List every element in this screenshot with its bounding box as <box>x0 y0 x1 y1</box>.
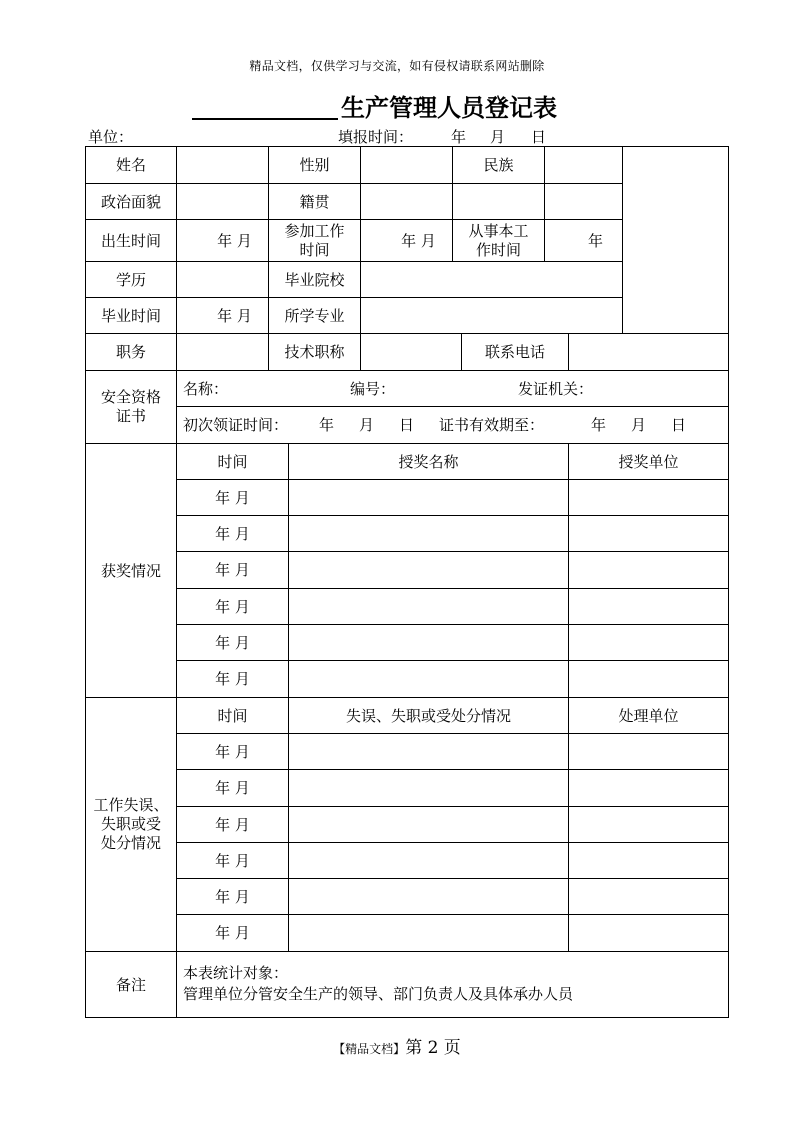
native-place-input-1[interactable] <box>361 184 452 219</box>
cert-issuer-label: 发证机关： <box>518 379 594 398</box>
name-input[interactable] <box>177 147 268 183</box>
current-work-input[interactable]: 年 <box>587 231 603 250</box>
political-input[interactable] <box>177 184 268 219</box>
faults-row-time[interactable]: 年 月 <box>215 815 250 834</box>
gender-input[interactable] <box>361 147 452 183</box>
footer-page-number: 第 2 页 <box>405 1038 461 1058</box>
education-input[interactable] <box>177 262 268 297</box>
faults-row-time[interactable]: 年 月 <box>215 742 250 761</box>
grad-time-input[interactable]: 年 月 <box>217 306 252 325</box>
school-input[interactable] <box>361 262 622 297</box>
awards-col-name: 授奖名称 <box>398 452 459 471</box>
cert-first-issue-label: 初次领证时间： <box>183 416 289 434</box>
faults-col-desc: 失误、失职或受处分情况 <box>345 706 511 725</box>
cert-label: 安全资格 证书 <box>100 388 161 425</box>
fill-time-label: 填报时间： <box>338 128 414 146</box>
major-label: 所学专业 <box>284 306 345 325</box>
page-title: 生产管理人员登记表 <box>341 93 557 122</box>
remarks-line-1: 本表统计对象： <box>183 964 289 982</box>
faults-row-time[interactable]: 年 月 <box>215 779 250 797</box>
name-label: 姓名 <box>115 156 146 174</box>
major-input[interactable] <box>361 298 622 333</box>
native-place-input-2[interactable] <box>453 184 544 219</box>
cert-first-month: 月 <box>359 416 375 434</box>
remarks-line-2: 管理单位分管安全生产的领导、部门负责人及具体承办人员 <box>183 985 574 1003</box>
native-place-label: 籍贯 <box>299 192 330 211</box>
awards-row-time[interactable]: 年 月 <box>215 524 250 543</box>
birth-time-label: 出生时间 <box>100 231 161 250</box>
birth-time-input[interactable]: 年 月 <box>217 231 252 250</box>
tech-title-label: 技术职称 <box>284 343 345 361</box>
awards-label: 获奖情况 <box>100 561 161 580</box>
awards-row-time[interactable]: 年 月 <box>215 597 250 616</box>
work-start-input[interactable]: 年 月 <box>401 231 436 250</box>
faults-col-time: 时间 <box>217 706 248 725</box>
photo-box[interactable] <box>623 147 728 333</box>
remarks-content[interactable] <box>177 952 728 1017</box>
native-place-input-3[interactable] <box>545 184 622 219</box>
fill-year-label: 年 <box>451 128 467 146</box>
position-label: 职务 <box>115 343 146 361</box>
grad-time-label: 毕业时间 <box>100 306 161 325</box>
cert-valid-day: 日 <box>671 416 687 434</box>
cert-first-year: 年 <box>319 416 335 434</box>
cert-valid-month: 月 <box>631 416 647 434</box>
fill-day-label: 日 <box>531 128 547 146</box>
current-work-label: 从事本工 作时间 <box>468 221 529 259</box>
footer-prefix: 【精品文档】 <box>333 1042 406 1056</box>
faults-row-time[interactable]: 年 月 <box>215 924 250 942</box>
cert-number-label: 编号： <box>350 379 396 398</box>
tech-title-input[interactable] <box>361 334 461 370</box>
gender-label: 性别 <box>299 156 330 174</box>
page-footer <box>0 1033 794 1058</box>
awards-row-time[interactable]: 年 月 <box>215 561 250 579</box>
unit-label: 单位： <box>88 128 134 146</box>
ethnicity-label: 民族 <box>483 156 514 174</box>
awards-col-unit: 授奖单位 <box>618 452 679 471</box>
phone-label: 联系电话 <box>484 343 545 361</box>
phone-input[interactable] <box>569 334 728 370</box>
cert-first-day: 日 <box>399 416 415 434</box>
work-start-label: 参加工作 时间 <box>284 221 345 259</box>
awards-row-time[interactable]: 年 月 <box>215 633 250 652</box>
awards-col-time: 时间 <box>217 452 248 471</box>
awards-row-time[interactable]: 年 月 <box>215 670 250 688</box>
faults-row-time[interactable]: 年 月 <box>215 887 250 906</box>
education-label: 学历 <box>115 270 146 289</box>
faults-label: 工作失误、 失职或受 处分情况 <box>93 796 169 852</box>
cert-valid-until-label: 证书有效期至： <box>439 416 545 434</box>
cert-date-row[interactable] <box>177 407 728 443</box>
political-label: 政治面貌 <box>100 192 161 211</box>
cert-info-row[interactable] <box>177 371 728 406</box>
header-note: 精品文档，仅供学习与交流，如有侵权请联系网站删除 <box>249 59 545 73</box>
ethnicity-input[interactable] <box>545 147 622 183</box>
awards-row-time[interactable]: 年 月 <box>215 488 250 507</box>
cert-name-label: 名称： <box>183 379 229 398</box>
fill-month-label: 月 <box>490 128 506 146</box>
title-blank-line <box>192 118 338 120</box>
faults-row-time[interactable]: 年 月 <box>215 851 250 870</box>
position-input[interactable] <box>177 334 268 370</box>
school-label: 毕业院校 <box>284 270 345 289</box>
remarks-label: 备注 <box>115 975 146 994</box>
cert-valid-year: 年 <box>591 416 607 434</box>
faults-col-unit: 处理单位 <box>618 706 679 725</box>
